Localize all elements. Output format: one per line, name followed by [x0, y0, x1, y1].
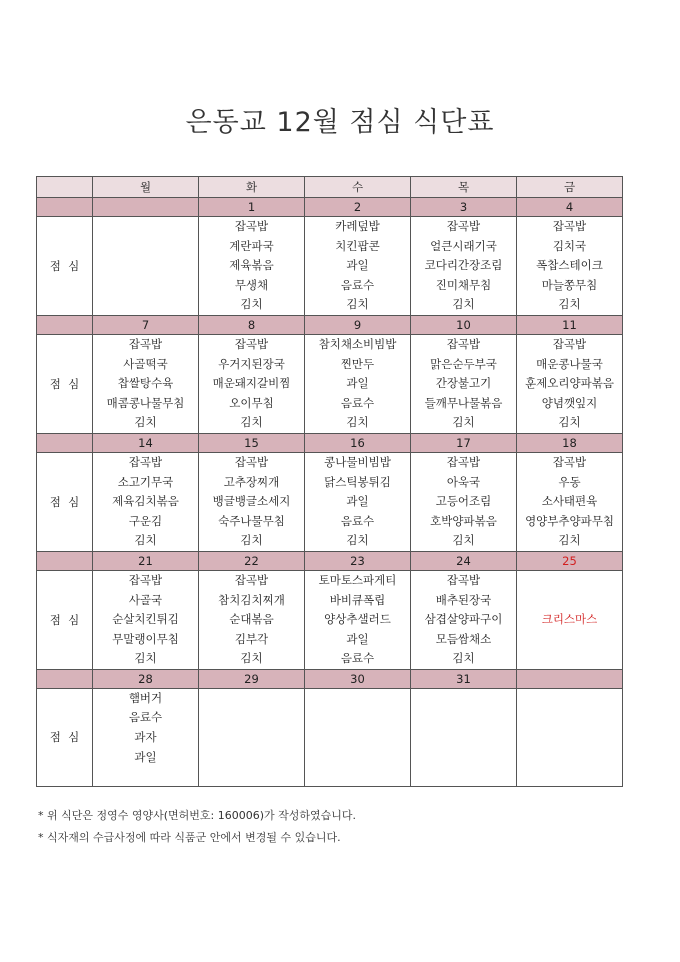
menu-cell-thu	[411, 570, 517, 669]
menu-item: 맑은순두부국	[430, 356, 497, 371]
menu-item: 잡곡밥	[446, 572, 481, 587]
date-cell: 10	[411, 315, 517, 334]
menu-item: 참치김치찌개	[218, 592, 285, 607]
menu-item: 잡곡밥	[552, 454, 587, 469]
menu-cell-wed	[305, 452, 411, 551]
menu-item: 음료수	[340, 277, 375, 292]
menu-item: 잡곡밥	[446, 219, 481, 233]
date-row-corner	[37, 433, 93, 452]
menu-row	[37, 217, 623, 316]
menu-cell-thu	[411, 452, 517, 551]
menu-cell-tue	[199, 217, 305, 316]
date-cell: 16	[305, 433, 411, 452]
date-cell	[93, 198, 199, 217]
menu-item: 계란파국	[229, 238, 274, 253]
date-cell: 30	[305, 669, 411, 688]
menu-item: 배추된장국	[435, 592, 492, 607]
menu-item: 무생채	[234, 277, 269, 292]
menu-item: 들깨무나물볶음	[424, 395, 503, 410]
menu-item: 순대볶음	[229, 612, 274, 627]
menu-item: 잡곡밥	[446, 336, 481, 351]
date-row	[37, 669, 623, 688]
menu-item: 영양부추양파무침	[525, 513, 614, 528]
menu-item: 양념깻잎지	[541, 395, 598, 410]
menu-row	[37, 570, 623, 669]
menu-item: 폭찹스테이크	[536, 258, 603, 273]
menu-cell-wed	[305, 334, 411, 433]
menu-item: 김치	[240, 297, 263, 312]
menu-item: 김치	[240, 651, 263, 666]
menu-item: 뱅글뱅글소세지	[212, 494, 291, 509]
header-day-fri: 금	[517, 177, 623, 198]
menu-cell-fri	[517, 570, 623, 669]
menu-item: 얼큰시래기국	[430, 238, 497, 253]
menu-item: 김치	[134, 651, 157, 666]
menu-cell-tue	[199, 688, 305, 786]
menu-cell-mon	[93, 217, 199, 316]
menu-item: 제육김치볶음	[112, 494, 179, 509]
menu-item: 우동	[558, 474, 581, 489]
meal-label: 점 심	[37, 334, 93, 433]
menu-item: 아욱국	[446, 474, 481, 489]
date-cell	[517, 669, 623, 688]
menu-item: 과자	[134, 730, 157, 745]
header-corner	[37, 177, 93, 198]
meal-label: 점 심	[37, 688, 93, 786]
menu-item: 잡곡밥	[552, 336, 587, 351]
menu-cell-thu	[411, 334, 517, 433]
menu-item: 음료수	[340, 395, 375, 410]
menu-item: 마늘쫑무침	[541, 277, 598, 292]
menu-cell-thu	[411, 217, 517, 316]
menu-item: 김치국	[552, 238, 587, 253]
menu-item: 김치	[452, 651, 475, 666]
menu-item: 김치	[134, 533, 157, 548]
menu-item: 과일	[346, 494, 369, 509]
date-row-corner	[37, 669, 93, 688]
date-cell: 9	[305, 315, 411, 334]
menu-item: 삼겹살양파구이	[424, 612, 503, 627]
menu-item: 찹쌀탕수육	[117, 376, 174, 391]
menu-item: 매운돼지갈비찜	[212, 376, 291, 391]
menu-cell-wed	[305, 570, 411, 669]
date-row	[37, 198, 623, 217]
menu-item: 간장불고기	[435, 376, 492, 391]
menu-item: 음료수	[340, 513, 375, 528]
date-cell: 7	[93, 315, 199, 334]
date-cell: 17	[411, 433, 517, 452]
menu-item: 과일	[346, 631, 369, 646]
menu-cell-wed	[305, 688, 411, 786]
menu-item: 잡곡밥	[128, 336, 163, 351]
menu-item: 음료수	[128, 710, 163, 725]
date-cell-holiday: 25	[517, 551, 623, 570]
menu-item: 카레덮밥	[335, 219, 380, 233]
menu-item: 잡곡밥	[234, 336, 269, 351]
menu-item: 음료수	[340, 651, 375, 666]
menu-item: 제육볶음	[229, 258, 274, 273]
meal-label: 점 심	[37, 570, 93, 669]
menu-item: 김치	[452, 297, 475, 312]
date-cell: 29	[199, 669, 305, 688]
menu-cell-mon	[93, 452, 199, 551]
menu-item: 잡곡밥	[128, 572, 163, 587]
date-row	[37, 551, 623, 570]
date-cell: 1	[199, 198, 305, 217]
menu-item: 잡곡밥	[128, 454, 163, 469]
date-row-corner	[37, 198, 93, 217]
date-cell: 23	[305, 551, 411, 570]
menu-item: 김치	[346, 297, 369, 312]
date-cell: 31	[411, 669, 517, 688]
meal-label: 점 심	[37, 452, 93, 551]
menu-item: 과일	[346, 376, 369, 391]
menu-cell-tue	[199, 452, 305, 551]
menu-cell-mon	[93, 570, 199, 669]
menu-item: 진미채무침	[435, 277, 492, 292]
menu-item: 사골떡국	[123, 356, 168, 371]
menu-item: 순살치킨튀김	[112, 612, 179, 627]
date-cell: 11	[517, 315, 623, 334]
menu-item: 호박양파볶음	[430, 513, 497, 528]
menu-item: 김치	[558, 297, 581, 312]
menu-item: 콩나물비빔밥	[324, 454, 391, 469]
footnote: * 위 식단은 정영수 영양사(면허번호: 160006)가 작성하였습니다.	[38, 809, 357, 822]
menu-item: 김치	[346, 533, 369, 548]
menu-item: 김치	[134, 415, 157, 430]
menu-cell-fri	[517, 334, 623, 433]
menu-cell-fri	[517, 688, 623, 786]
menu-item: 찐만두	[340, 356, 375, 371]
date-row-corner	[37, 551, 93, 570]
menu-item: 참치채소비빔밥	[318, 336, 397, 351]
date-cell: 28	[93, 669, 199, 688]
header-day-thu: 목	[411, 177, 517, 198]
menu-item: 소사태편육	[541, 494, 598, 509]
menu-item: 김치	[240, 533, 263, 548]
date-row	[37, 315, 623, 334]
menu-cell-fri	[517, 217, 623, 316]
menu-item: 우거지된장국	[218, 356, 285, 371]
menu-item: 김치	[346, 415, 369, 430]
menu-item: 과일	[346, 258, 369, 273]
menu-cell-tue	[199, 570, 305, 669]
menu-item: 무말랭이무침	[112, 631, 179, 646]
menu-row	[37, 334, 623, 433]
holiday-label: 크리스마스	[541, 612, 598, 627]
menu-item: 구운김	[128, 513, 163, 528]
menu-item: 잡곡밥	[234, 572, 269, 587]
header-day-wed: 수	[305, 177, 411, 198]
menu-item: 김치	[452, 415, 475, 430]
menu-item: 치킨팝콘	[335, 238, 380, 253]
menu-item: 고추장찌개	[223, 474, 280, 489]
menu-cell-thu	[411, 688, 517, 786]
page-title: 은동교 12월 점심 식단표	[185, 107, 495, 138]
menu-item: 김치	[452, 533, 475, 548]
menu-cell-wed	[305, 217, 411, 316]
menu-row	[37, 688, 623, 786]
footnote: * 식자재의 수급사정에 따라 식품군 안에서 변경될 수 있습니다.	[38, 831, 341, 844]
menu-item: 훈제오리양파볶음	[525, 376, 614, 391]
menu-item: 잡곡밥	[234, 219, 269, 233]
date-cell: 22	[199, 551, 305, 570]
date-row	[37, 433, 623, 452]
menu-cell-fri	[517, 452, 623, 551]
menu-item: 잡곡밥	[552, 219, 587, 233]
header-row	[37, 177, 623, 198]
date-cell: 8	[199, 315, 305, 334]
menu-item: 김부각	[234, 631, 269, 646]
menu-item: 오이무침	[229, 395, 274, 410]
meal-label: 점 심	[37, 217, 93, 316]
menu-cell-tue	[199, 334, 305, 433]
date-cell: 15	[199, 433, 305, 452]
menu-row	[37, 452, 623, 551]
menu-item: 양상추샐러드	[324, 612, 391, 627]
date-cell: 4	[517, 198, 623, 217]
menu-item: 숙주나물무침	[218, 513, 285, 528]
menu-item: 잡곡밥	[446, 454, 481, 469]
menu-item: 닭스틱봉튀김	[324, 474, 391, 489]
menu-cell-mon	[93, 334, 199, 433]
menu-item: 과일	[134, 749, 157, 764]
date-cell: 18	[517, 433, 623, 452]
menu-item: 코다리간장조림	[424, 258, 503, 273]
menu-item: 햄버거	[128, 690, 163, 705]
menu-item: 바비큐폭립	[329, 592, 386, 607]
menu-table	[36, 176, 623, 787]
header-day-mon: 월	[93, 177, 199, 198]
date-cell: 14	[93, 433, 199, 452]
menu-item: 토마토스파게티	[318, 572, 397, 587]
date-cell: 3	[411, 198, 517, 217]
menu-item: 김치	[558, 415, 581, 430]
date-cell: 2	[305, 198, 411, 217]
date-row-corner	[37, 315, 93, 334]
menu-item: 매운콩나물국	[536, 356, 603, 371]
menu-item: 김치	[558, 533, 581, 548]
footnotes	[38, 805, 356, 849]
menu-item: 소고기무국	[117, 474, 174, 489]
date-cell: 21	[93, 551, 199, 570]
menu-item: 김치	[240, 415, 263, 430]
menu-item: 사골국	[128, 592, 163, 607]
menu-item: 고등어조림	[435, 494, 492, 509]
menu-cell-mon	[93, 688, 199, 786]
menu-item: 모듬쌈채소	[435, 631, 492, 646]
header-day-tue: 화	[199, 177, 305, 198]
menu-item: 잡곡밥	[234, 454, 269, 469]
date-cell: 24	[411, 551, 517, 570]
menu-item: 매콤콩나물무침	[106, 395, 185, 410]
